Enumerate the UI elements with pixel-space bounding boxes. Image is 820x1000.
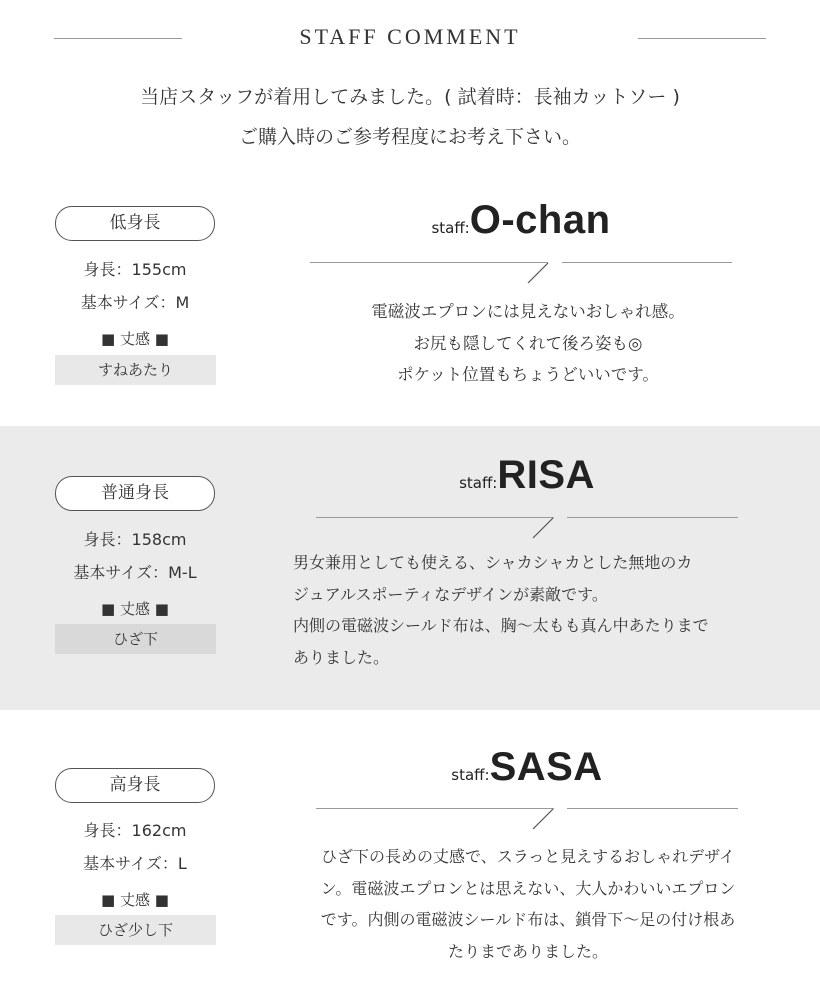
comment-line: 男女兼用としても使える、シャカシャカとした無地のカ [293,553,693,572]
slash-divider [531,517,555,539]
staff-prefix: staff: [431,219,470,237]
slash-divider [531,808,555,830]
section-title: STAFF COMMENT [299,24,521,49]
staff-name-heading [310,198,732,243]
comment-line: ひざ下の長めの丈感で、スラっと見えするおしゃれデザイ [321,847,735,866]
staff-prefix: staff: [459,474,498,492]
staff-height: 身長：155cm [83,260,187,279]
staff-prefix: staff: [451,766,490,784]
staff-comment [293,547,773,673]
staff-height: 身長：162cm [83,821,187,840]
name-rule-left [310,262,548,263]
staff-size: 基本サイズ：M [80,293,190,312]
slash-divider [526,262,550,284]
height-type-badge: 低身長 [55,206,215,241]
comment-line: ありました。 [293,647,390,667]
comment-line: ン。電磁波エプロンとは思えない、大人かわいいエプロン [320,878,736,898]
comment-line: 電磁波エプロンには見えないおしゃれ感。 [371,302,685,321]
length-feel-label: ■ 丈感 ■ [101,891,169,909]
staff-comment [300,296,756,391]
comment-line: ポケット位置もちょうどいいです。 [397,365,659,384]
comment-line: です。内側の電磁波シールド布は、鎖骨下〜足の付け根あ [320,910,736,929]
header-rule-right [638,38,766,39]
name-rule-left [316,808,554,809]
staff-name: O-chan [469,198,611,242]
intro-line-2: ご購入時のご参考程度にお考え下さい。 [238,126,581,148]
comment-line: たりまでありました。 [447,941,608,961]
comment-line: ジュアルスポーティなデザインが素敵です。 [293,584,608,604]
intro-line-1: 当店スタッフが着用してみました。( 試着時：長袖カットソー ) [140,86,680,108]
length-feel-label: ■ 丈感 ■ [101,330,169,348]
staff-size: 基本サイズ：M-L [73,563,197,582]
name-rule-right [567,517,738,518]
name-rule-left [316,517,554,518]
length-feel-value: すねあたり [55,355,216,385]
height-type-badge: 普通身長 [55,476,215,511]
staff-name-heading [316,453,738,498]
staff-name: SASA [489,745,603,789]
length-feel-value: ひざ下 [55,624,216,654]
staff-name-heading [316,745,738,790]
height-type-badge: 高身長 [55,768,215,803]
staff-name: RISA [497,453,595,497]
length-feel-value: ひざ少し下 [55,915,216,945]
name-rule-right [562,262,732,263]
staff-comment [288,841,768,967]
staff-size: 基本サイズ：L [83,854,187,873]
length-feel-label: ■ 丈感 ■ [101,600,169,618]
name-rule-right [567,808,738,809]
staff-height: 身長：158cm [83,530,187,549]
comment-line: 内側の電磁波シールド布は、胸〜太もも真ん中あたりまで [293,616,709,635]
comment-line: お尻も隠してくれて後ろ姿も◎ [413,333,643,353]
